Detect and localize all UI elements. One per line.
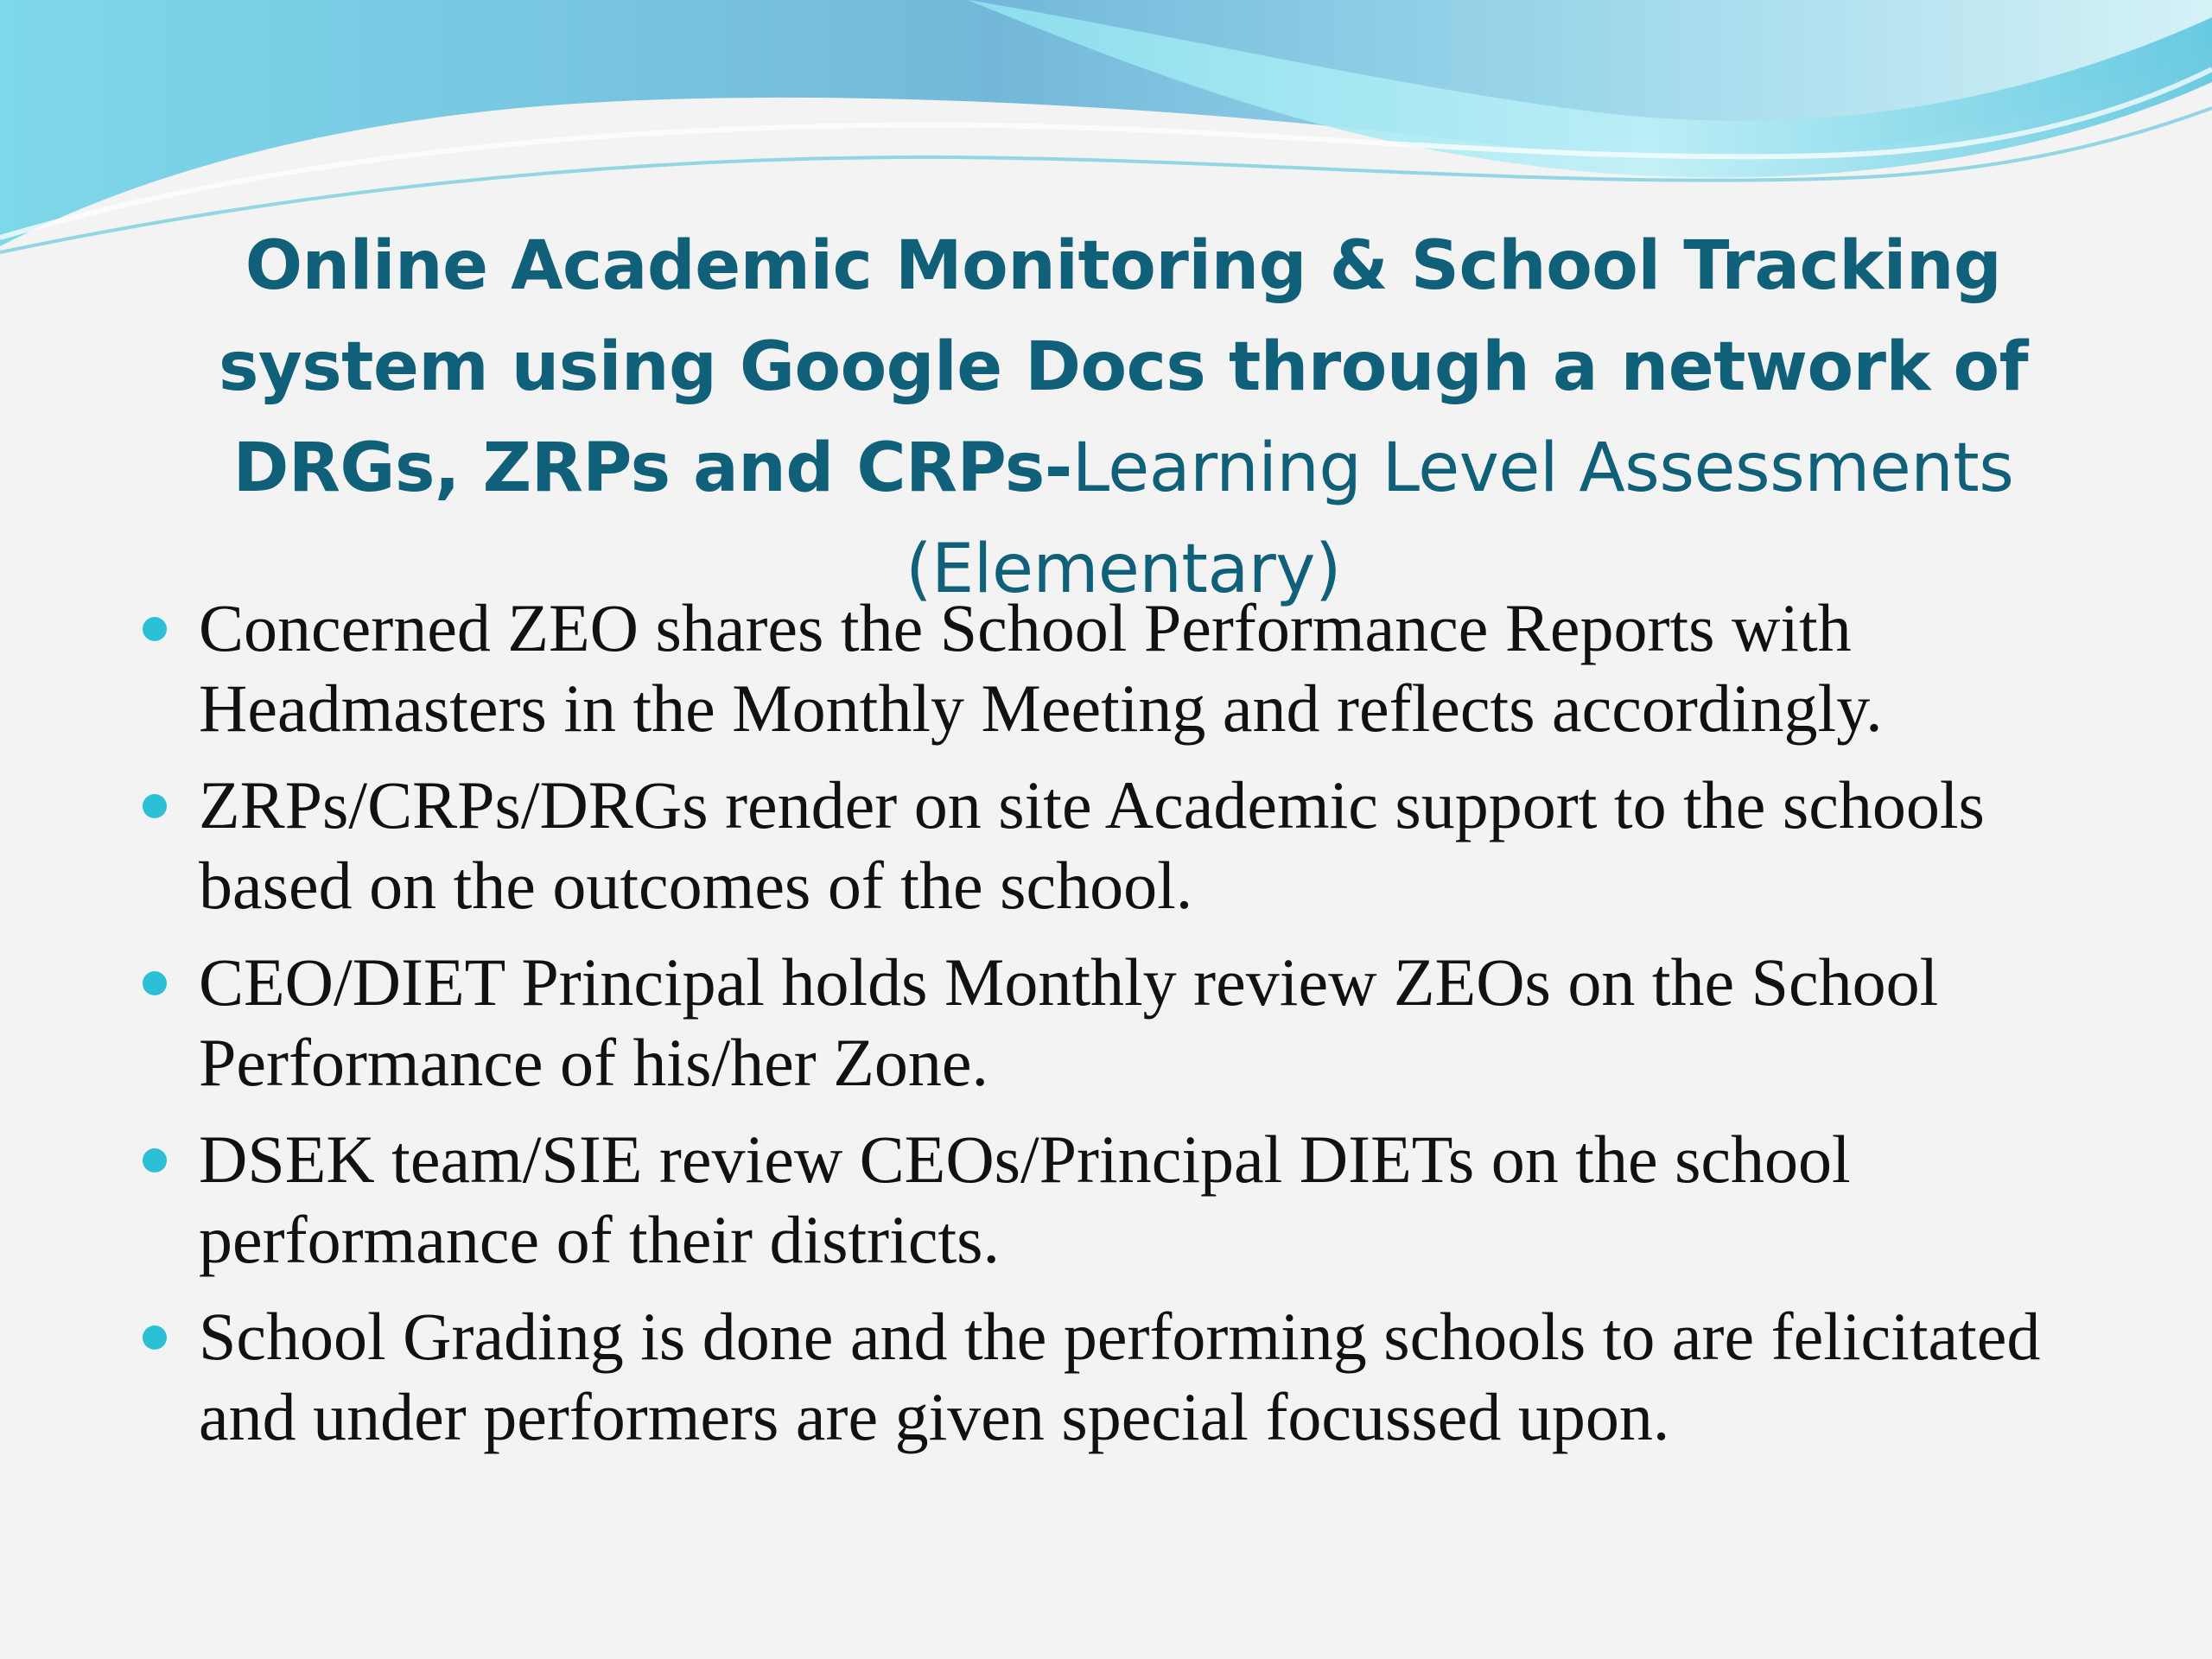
bullet-item xyxy=(138,765,2091,925)
bullet-circle-icon xyxy=(143,971,167,995)
slide-title-bold-text: Online Academic Monitoring & School Tracking system using Google Docs through a network of DRGs, ZRPs and CRPs- xyxy=(218,227,2029,507)
bullet-item xyxy=(138,942,2091,1103)
slide-title-regular-text: Learning Level Assessments (Elementary) xyxy=(906,429,2014,608)
bullet-circle-icon xyxy=(143,1148,167,1173)
bullet-list xyxy=(138,588,2091,1473)
bullet-item xyxy=(138,1119,2091,1280)
slide-title xyxy=(112,216,2134,620)
bullet-item xyxy=(138,588,2091,748)
bullet-text: ZRPs/CRPs/DRGs render on site Academic support to the schools based on the outcomes of the school. xyxy=(199,767,1985,923)
bullet-circle-icon xyxy=(143,617,167,641)
bullet-text: Concerned ZEO shares the School Performance Reports with Headmasters in the Monthly Meeting and reflects accordingly. xyxy=(199,590,1883,746)
bullet-circle-icon xyxy=(143,794,167,818)
bullet-circle-icon xyxy=(143,1325,167,1350)
bullet-text: CEO/DIET Principal holds Monthly review ZEOs on the School Performance of his/her Zone. xyxy=(199,944,1939,1100)
bullet-item xyxy=(138,1296,2091,1457)
bullet-text: School Grading is done and the performing schools to are felicitated and under performers are given special focussed upon. xyxy=(199,1299,2041,1454)
bullet-text: DSEK team/SIE review CEOs/Principal DIETs on the school performance of their districts. xyxy=(199,1122,1851,1277)
